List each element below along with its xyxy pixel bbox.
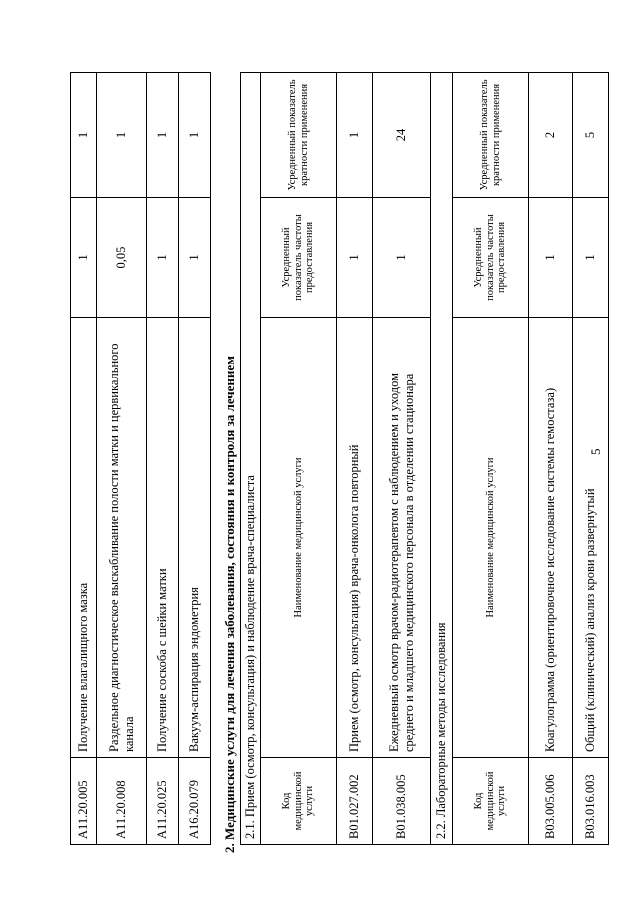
header-code: Код медицинской услуги	[261, 758, 337, 845]
service-code: A16.20.079	[179, 758, 211, 845]
frequency-value: 0,05	[97, 198, 147, 318]
service-name: Общий (клинический) анализ крови развернутый	[573, 318, 609, 758]
table-caption: 2.2. Лабораторные методы исследования	[431, 72, 453, 844]
table-row	[373, 72, 431, 844]
header-frequency: Усредненный показатель частоты предоставления	[261, 198, 337, 318]
table-specialist-consultation	[240, 72, 431, 845]
service-code: A11.20.005	[71, 758, 97, 845]
header-code: Код медицинской услуги	[453, 758, 529, 845]
frequency-value: 1	[529, 198, 573, 318]
multiplicity-value: 1	[179, 73, 211, 198]
frequency-value: 1	[147, 198, 179, 318]
service-name: Раздельное диагностическое выскабливание полости матки и цервикального канала	[97, 318, 147, 758]
service-name: Получение соскоба с шейки матки	[147, 318, 179, 758]
table-laboratory-methods	[430, 72, 609, 845]
multiplicity-value: 2	[529, 72, 573, 197]
multiplicity-value: 5	[573, 72, 609, 197]
table-caption: 2.1. Прием (осмотр, консультация) и наблюдение врача-специалиста	[241, 72, 261, 844]
table-row	[529, 72, 573, 844]
multiplicity-value: 1	[337, 72, 373, 197]
service-code: A11.20.008	[97, 758, 147, 845]
multiplicity-value: 1	[97, 73, 147, 198]
service-code: B03.005.006	[529, 758, 573, 845]
frequency-value: 1	[71, 198, 97, 318]
service-name: Получение влагалищного мазка	[71, 318, 97, 758]
frequency-value: 1	[179, 198, 211, 318]
table-row	[97, 73, 147, 845]
header-multiplicity: Усредненный показатель кратности применения	[261, 72, 337, 197]
frequency-value: 1	[573, 198, 609, 318]
header-frequency: Усредненный показатель частоты предоставления	[453, 198, 529, 318]
service-code: B01.038.005	[373, 758, 431, 845]
table-gynecology-procedures	[70, 72, 211, 845]
multiplicity-value: 1	[147, 73, 179, 198]
multiplicity-value: 1	[71, 73, 97, 198]
service-name: Вакуум-аспирация эндометрия	[179, 318, 211, 758]
service-code: B01.027.002	[337, 758, 373, 845]
service-name: Коагулограмма (ориентировочное исследование системы гемостаза)	[529, 318, 573, 758]
multiplicity-value: 24	[373, 72, 431, 197]
table-row	[179, 73, 211, 845]
service-code: B03.016.003	[573, 758, 609, 845]
frequency-value: 1	[373, 198, 431, 318]
service-name: Ежедневный осмотр врачом-радиотерапевтом с наблюдением и уходом среднего и младшего медицинского персонала в отделении стационара	[373, 318, 431, 758]
header-name: Наименование медицинской услуги	[453, 318, 529, 758]
header-name: Наименование медицинской услуги	[261, 318, 337, 758]
table-row	[573, 72, 609, 844]
frequency-value: 1	[337, 198, 373, 318]
section-title: 2. Медицинские услуги для лечения заболевания, состояния и контроля за лечением	[222, 355, 237, 853]
service-code: A11.20.025	[147, 758, 179, 845]
header-multiplicity: Усредненный показатель кратности применения	[453, 72, 529, 197]
service-name: Прием (осмотр, консультация) врача-онколога повторный	[337, 318, 373, 758]
table-row	[337, 72, 373, 844]
page-number: 5	[588, 448, 603, 455]
table-row	[147, 73, 179, 845]
table-row	[71, 73, 97, 845]
